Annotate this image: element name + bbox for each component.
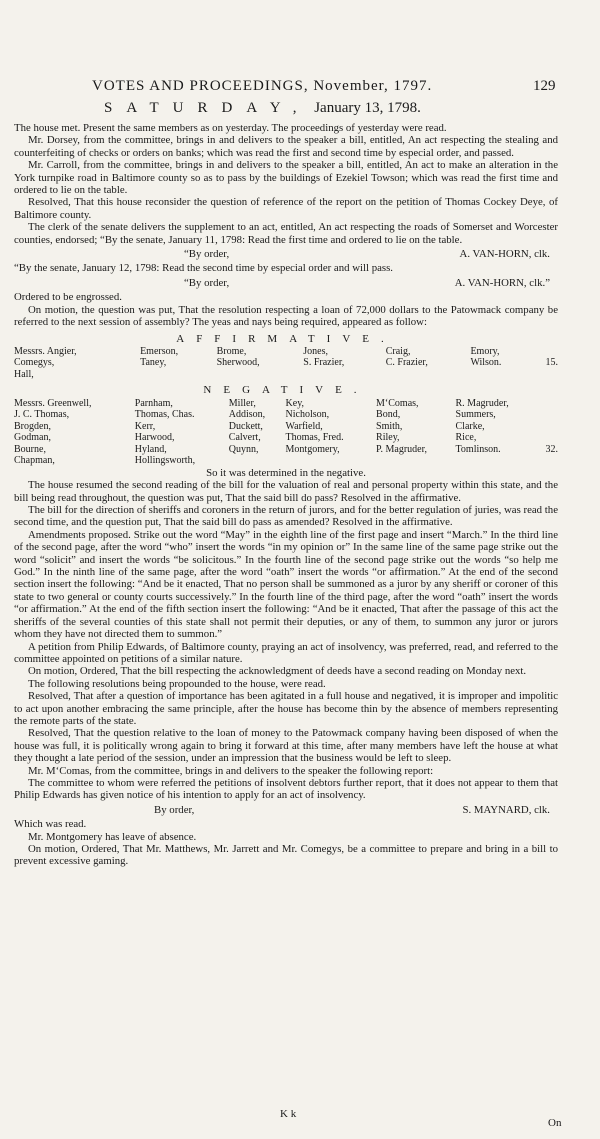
sig-name: A. VAN-HORN, clk.” [454, 276, 550, 289]
paragraph: Mr. Montgomery has leave of absence. [28, 830, 197, 843]
vote-cell: Montgomery, [285, 443, 340, 455]
vote-cell: Quynn, [228, 443, 259, 455]
vote-cell: Sherwood, [216, 357, 260, 369]
vote-cell: Emory, [470, 345, 500, 357]
body-text [14, 122, 558, 868]
vote-cell [140, 369, 217, 381]
day-word: SATURDAY, [104, 100, 311, 116]
vote-cell: Warfield, [285, 420, 323, 432]
senate-signature-1 [14, 248, 558, 260]
vote-cell: Emerson, [140, 345, 179, 357]
vote-cell: Duckett, [228, 420, 263, 432]
paragraph: Mr. M‘Comas, from the committee, brings in and delivers to the speaker the following report: [28, 764, 434, 777]
vote-row [14, 432, 558, 444]
vote-total [538, 455, 558, 467]
vote-cell [386, 369, 471, 381]
vote-cell: Summers, [455, 409, 496, 421]
vote-cell: Chapman, [14, 455, 55, 467]
vote-cell: Rice, [455, 432, 477, 444]
sig-label: By order, [154, 803, 195, 816]
vote-total [538, 398, 558, 410]
sig-label: “By order, [184, 276, 230, 289]
vote-cell: Harwood, [134, 432, 175, 444]
day-heading [104, 100, 421, 117]
paragraph: On motion, Ordered, That the bill respecting the acknowledgment of deeds have a second reading on Monday next. [28, 665, 527, 678]
paragraph: On motion, the question was put, That the resolution respecting a loan of 72,000 dollars to the Patowmack company be referred to the next session of assembly? The yeas and nays being required, appeared as follow: [14, 303, 558, 329]
vote-cell: J. C. Thomas, [14, 409, 70, 421]
paragraph: The bill for the direction of sheriffs and coroners in the return of jurors, and for the better regulation of juries, was read the second time, and the question put, That the said bill do pass as amended? Resolved in the affirmative. [14, 504, 558, 529]
vote-row [14, 409, 558, 421]
vote-cell [286, 455, 377, 467]
vote-cell: Clarke, [455, 420, 485, 432]
running-title: VOTES AND PROCEEDINGS, November, 1797. [92, 78, 433, 94]
paragraph: A petition from Philip Edwards, of Baltimore county, praying an act of insolvency, was preferred, read, and referred to the committee appointed on petitions of a similar nature. [14, 640, 558, 665]
vote-cell: P. Magruder, [376, 443, 428, 455]
page-number: 129 [533, 78, 556, 94]
vote-cell: Wilson. [470, 357, 502, 369]
vote-cell: Key, [285, 397, 305, 409]
vote-cell: Parnham, [134, 397, 173, 409]
vote-cell: Messrs. Angier, [14, 345, 77, 357]
paragraph: The following resolutions being propounded to the house, were read. [28, 677, 326, 690]
vote-cell: Hyland, [134, 443, 167, 455]
paragraph: Mr. Dorsey, from the committee, brings in and delivers to the speaker a bill, entitled, An act respecting the stealing and counterfeiting of checks or orders on banks; which was read the first and second time by especial order, and passed. [14, 134, 558, 159]
paragraph: The committee to whom were referred the petitions of insolvent debtors further report, that it does not appear to them that Philip Edwards has given notice of his intention to apply for an act of insolvency. [14, 776, 558, 802]
vote-result: So it was determined in the negative. [206, 466, 366, 479]
paragraph: Which was read. [14, 818, 87, 831]
vote-total: 15. [545, 357, 558, 369]
paragraph: Ordered to be engrossed. [14, 291, 122, 304]
vote-cell [217, 369, 304, 381]
vote-cell: Calvert, [228, 432, 261, 444]
vote-cell: Tomlinson. [455, 443, 501, 455]
paragraph: Resolved, That the question relative to the loan of money to the Patowmack company having been disposed of when the house was full, it is politically wrong again to bring it forward at this time, after many members have left the house at what they thought a late period of the session, under an impression that the business would be left to sleep. [14, 727, 558, 765]
vote-row [14, 346, 558, 358]
vote-cell: M‘Comas, [376, 397, 419, 409]
sig-name: S. MAYNARD, clk. [462, 803, 550, 816]
vote-cell: R. Magruder, [455, 397, 509, 409]
vote-row [14, 357, 558, 369]
day-date: January 13, 1798. [314, 100, 421, 116]
maynard-signature [14, 804, 558, 816]
affirmative-table [14, 346, 558, 381]
vote-cell: Godman, [14, 432, 51, 444]
vote-cell: Comegys, [14, 357, 55, 369]
vote-cell: Bond, [376, 409, 401, 421]
vote-cell: Messrs. Greenwell, [14, 397, 92, 409]
negative-table [14, 398, 558, 467]
vote-total [538, 421, 558, 433]
vote-cell: Miller, [228, 397, 256, 409]
signature-mark: K k [280, 1108, 297, 1120]
sig-label: “By order, [184, 248, 230, 261]
paragraph: “By the senate, January 12, 1798: Read the second time by especial order and will pass. [14, 262, 393, 275]
vote-cell: Thomas, Fred. [285, 432, 344, 444]
paragraph: The clerk of the senate delivers the supplement to an act, entitled, An act respecting the roads of Somerset and Worcester counties, endorsed; “By the senate, January 11, 1798: Read the first time and ordered to lie on the table. [14, 221, 558, 246]
vote-cell: C. Frazier, [385, 357, 428, 369]
vote-cell: S. Frazier, [303, 357, 345, 369]
vote-cell [456, 455, 539, 467]
vote-cell: Brogden, [14, 420, 51, 432]
vote-row [14, 444, 558, 456]
vote-total: 32. [545, 443, 558, 455]
vote-total [533, 369, 558, 381]
vote-cell [376, 455, 455, 467]
vote-cell [470, 369, 532, 381]
vote-row [14, 455, 558, 467]
vote-cell [303, 369, 385, 381]
negative-heading: NEGATIVE. [203, 384, 369, 397]
vote-cell: Hall, [14, 368, 34, 380]
vote-cell: Addison, [228, 409, 266, 421]
paragraph: The house resumed the second reading of the bill for the valuation of real and personal property within this state, and the bill being read throughout, the question was put, That the said bill do pass? Resolved in the affirmative. [14, 479, 558, 504]
vote-total [538, 432, 558, 444]
paragraph: Resolved, That this house reconsider the question of reference of the report on the petition of Thomas Cockey Deye, of Baltimore county. [14, 196, 558, 221]
vote-cell: Riley, [376, 432, 400, 444]
catchword: On [548, 1117, 562, 1129]
paragraph: Amendments proposed. Strike out the word “May” in the eighth line of the first page and insert “March.” In the third line of the second page, after the word “who” insert the words “in my opinion or” In the same line of the same page strike out the word “solicit” and insert the words “be solicitous.” In the fourth line of the second page strike out the words “so help me God.” In the ninth line of the same page, after the word “oath” insert the words “or affirmation.” At the end of the second section insert the following: “And be it enacted, That no person shall be summoned as a juror by any sheriff or coroner of this state to two general or county courts successively.” In the fourth line of the third page, after the word “oath” insert the words “or affirmation.” At the end of the fifth section insert the following: “And be it enacted, That after the passage of this act the sheriffs of the several counties of this state shall not permit their deputies, or any of them, to summon any juror or jurors whom they have not directed them to summon.” [14, 528, 558, 641]
senate-signature-2 [14, 277, 558, 289]
vote-cell: Smith, [376, 420, 403, 432]
paragraph: Resolved, That after a question of importance has been agitated in a full house and negatived, it is improper and impolitic to act upon another embracing the same principle, after the house has become thin by the absence of members representing the remote parts of the state. [14, 690, 558, 727]
vote-row [14, 421, 558, 433]
paragraph: Mr. Carroll, from the committee, brings in and delivers to the speaker a bill, entitled, An act to make an alteration in the York turnpike road in Baltimore county so as to pass by the buildings of Ezekiel Towson; which was read the first time and ordered to lie on the table. [14, 159, 558, 197]
vote-cell: Nicholson, [285, 409, 330, 421]
vote-row [14, 398, 558, 410]
vote-cell: Jones, [303, 345, 328, 357]
vote-row [14, 369, 558, 381]
vote-total [533, 346, 558, 358]
vote-cell: Thomas, Chas. [134, 409, 195, 421]
vote-cell: Taney, [140, 357, 167, 369]
vote-cell: Kerr, [134, 420, 156, 432]
vote-cell: Hollingsworth, [134, 455, 196, 467]
vote-total [538, 409, 558, 421]
vote-cell: Craig, [385, 345, 411, 357]
paragraph: On motion, Ordered, That Mr. Matthews, Mr. Jarrett and Mr. Comegys, be a committee to prepare and bring in a bill to prevent excessive gaming. [14, 843, 558, 868]
sig-name: A. VAN-HORN, clk. [459, 248, 550, 261]
vote-cell: Brome, [216, 345, 247, 357]
running-header [0, 78, 600, 98]
paragraph: The house met. Present the same members as on yesterday. The proceedings of yesterday were read. [14, 122, 447, 134]
vote-cell [229, 455, 286, 467]
affirmative-heading: AFFIRMATIVE. [176, 332, 396, 345]
vote-cell: Bourne, [14, 443, 46, 455]
